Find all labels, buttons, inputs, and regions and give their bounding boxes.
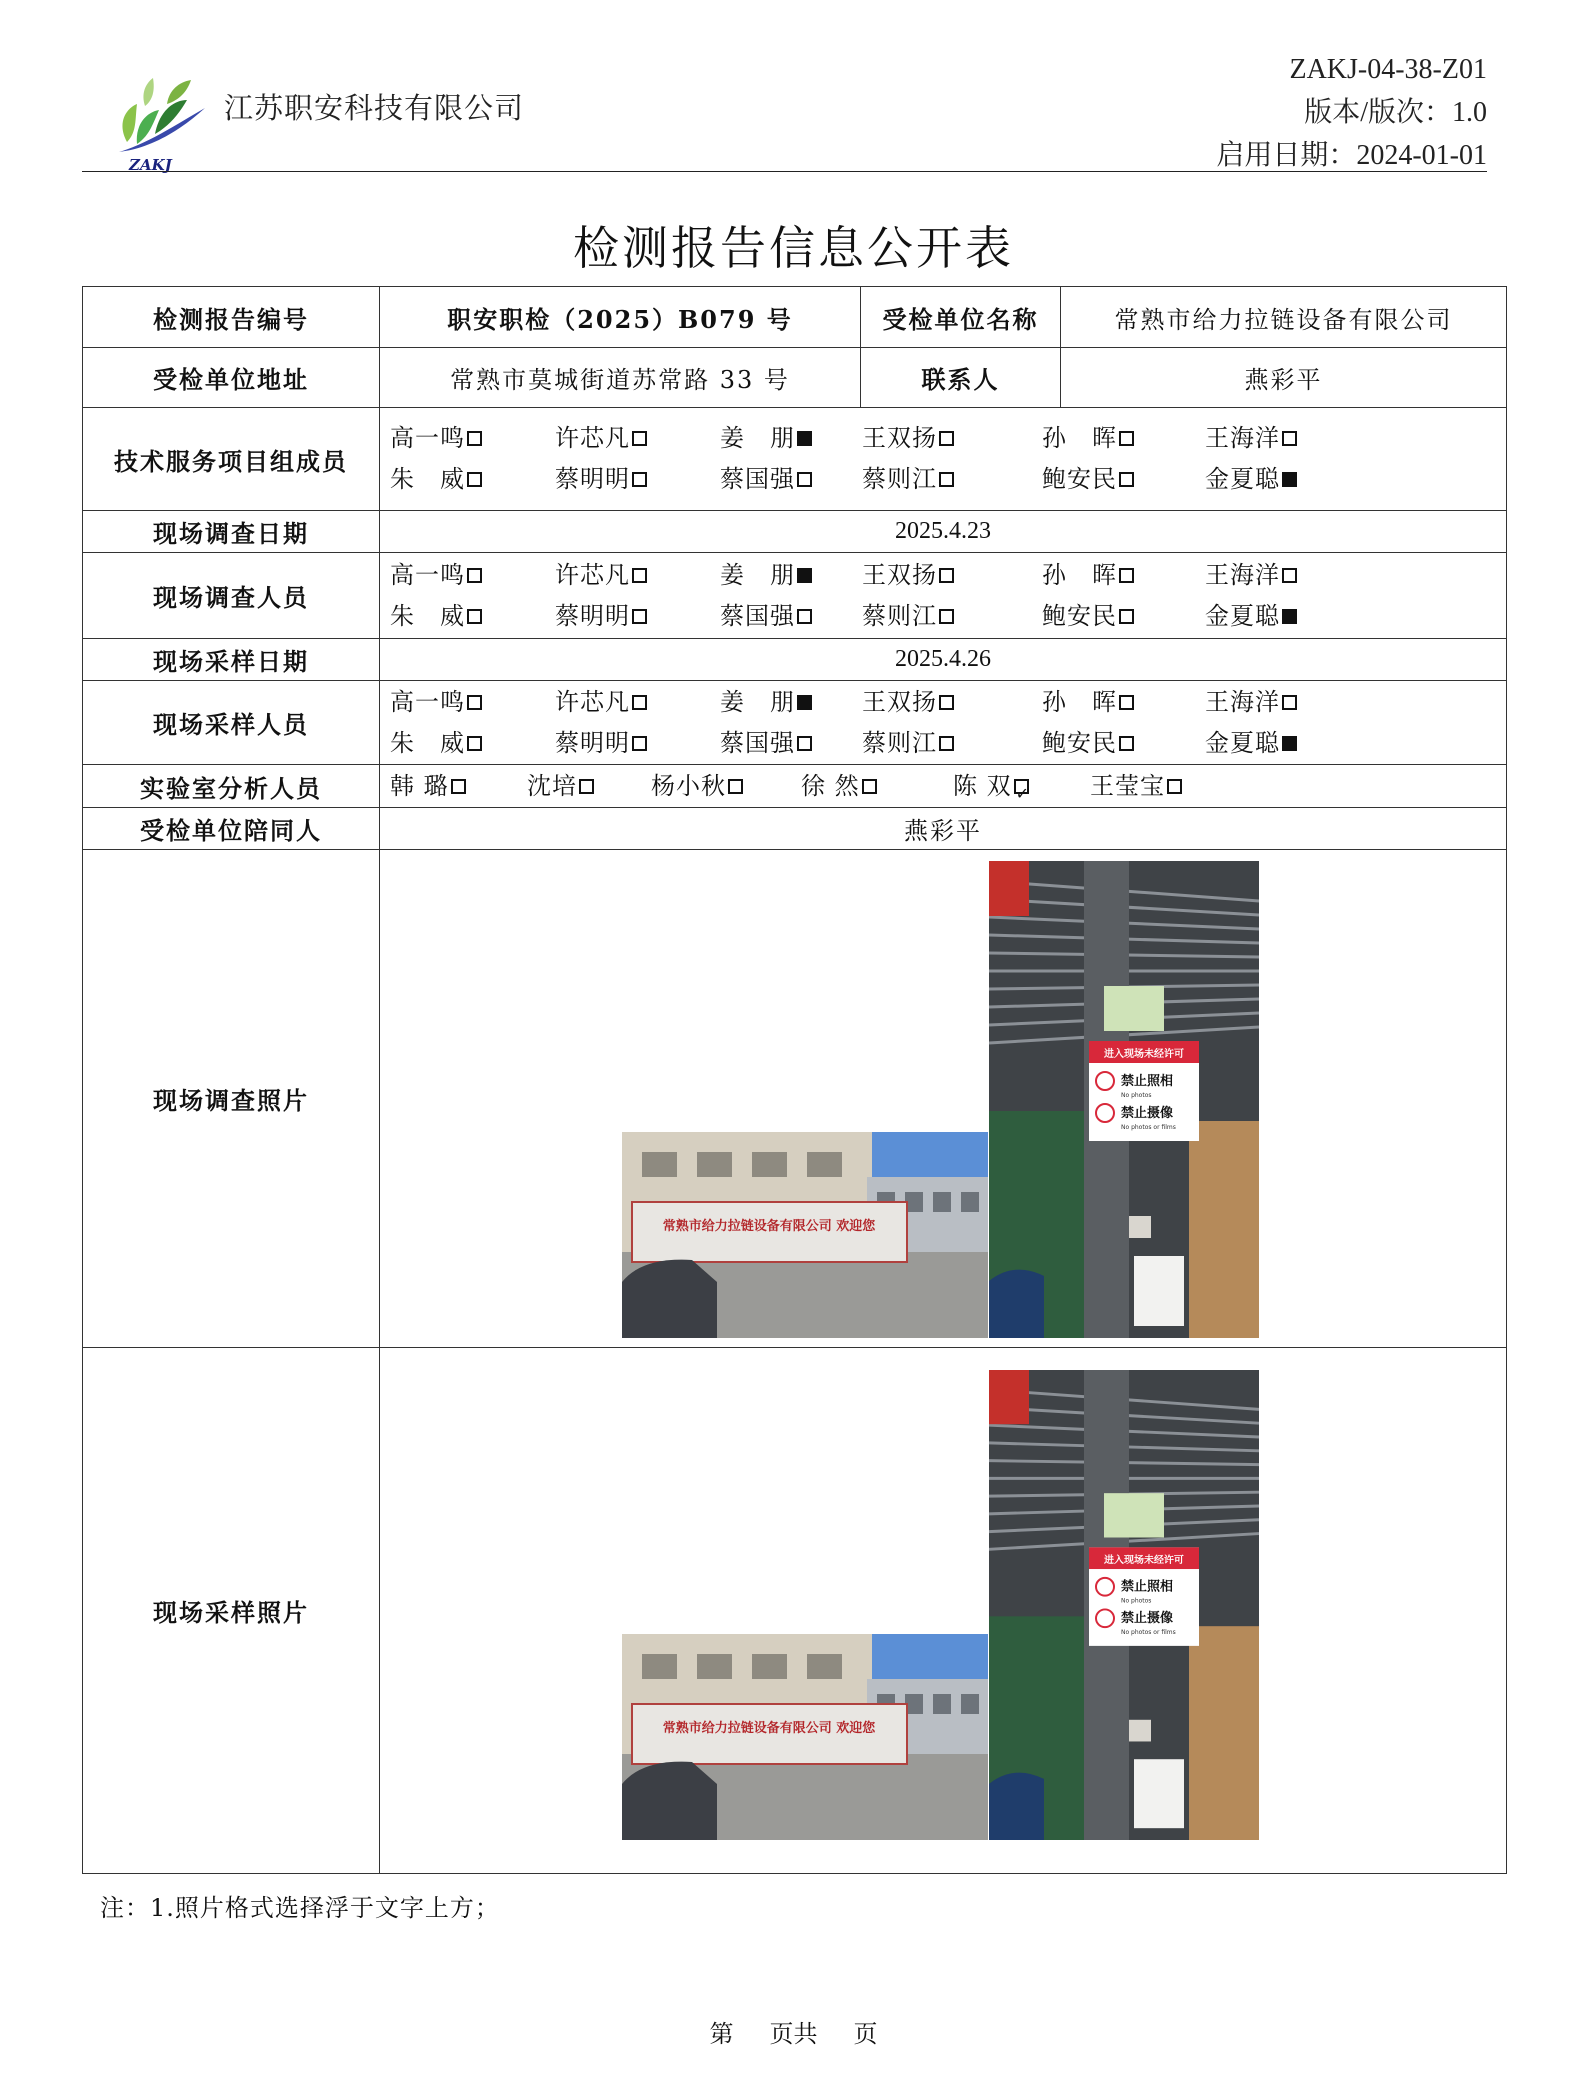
- checkbox-icon[interactable]: [632, 431, 647, 446]
- document-version: 版本/版次：1.0: [1304, 97, 1487, 128]
- lab-staff-name: 杨小秋: [651, 771, 726, 800]
- workshop-photo: [989, 1370, 1259, 1840]
- lab-staff: [380, 765, 1507, 808]
- lab-staff-label: 实验室分析人员: [83, 765, 380, 808]
- svg-text:No photos or films: No photos or films: [1121, 1629, 1176, 1637]
- staff-name: 鲍安民: [1042, 601, 1117, 630]
- staff-entry: [555, 459, 720, 500]
- table-row: [83, 287, 1507, 348]
- checkbox-icon[interactable]: [467, 431, 482, 446]
- svg-text:ZAKJ: ZAKJ: [129, 156, 172, 174]
- checkbox-icon[interactable]: [1119, 736, 1134, 751]
- survey-date-label: 现场调查日期: [83, 511, 380, 553]
- svg-text:禁止摄像: 禁止摄像: [1121, 1611, 1173, 1627]
- staff-name: 朱 威: [390, 465, 465, 493]
- checkbox-icon[interactable]: [939, 736, 954, 751]
- checkbox-icon[interactable]: [1119, 431, 1134, 446]
- checkbox-icon[interactable]: [728, 779, 743, 794]
- sampling-date-value: 2025.4.26: [380, 639, 1507, 681]
- staff-name: 朱 威: [390, 601, 465, 630]
- checkbox-icon[interactable]: [632, 695, 647, 710]
- staff-name: 蔡则江: [862, 465, 937, 493]
- staff-row: [390, 418, 1496, 459]
- staff-name: 姜 朋: [720, 560, 795, 589]
- staff-entry: [1042, 596, 1205, 637]
- staff-name: 王双扬: [862, 560, 937, 589]
- staff-name: 蔡国强: [720, 465, 795, 493]
- svg-text:禁止照相: 禁止照相: [1121, 1579, 1173, 1595]
- checkbox-icon[interactable]: [1119, 472, 1134, 487]
- staff-entry: [390, 682, 555, 723]
- staff-row: [390, 682, 1496, 723]
- checkbox-icon[interactable]: [1167, 779, 1182, 794]
- address-label: 受检单位地址: [83, 348, 380, 408]
- staff-name: 高一鸣: [390, 424, 465, 452]
- staff-entry: [555, 723, 720, 764]
- table-row: [83, 765, 1507, 808]
- checked-checkbox-icon[interactable]: [1282, 472, 1297, 487]
- gate-photo: [622, 1132, 988, 1338]
- staff-name: 鲍安民: [1042, 728, 1117, 757]
- staff-entry: [1042, 723, 1205, 764]
- checkbox-icon[interactable]: [451, 779, 466, 794]
- table-row: [83, 681, 1507, 765]
- staff-name: 蔡明明: [555, 465, 630, 493]
- staff-name: 朱 威: [390, 728, 465, 757]
- checkbox-icon[interactable]: [1119, 568, 1134, 583]
- staff-entry: [555, 418, 720, 459]
- footer-page-suffix: 页: [853, 2020, 878, 2048]
- staff-entry: [1205, 459, 1335, 500]
- checkbox-icon[interactable]: [1282, 568, 1297, 583]
- gate-photo: [622, 1634, 988, 1840]
- staff-entry: [1205, 418, 1335, 459]
- lab-staff-entry: [1090, 766, 1210, 807]
- staff-entry: [862, 682, 1042, 723]
- checkbox-icon[interactable]: [797, 609, 812, 624]
- staff-name: 许芯凡: [555, 424, 630, 452]
- table-row: [83, 553, 1507, 639]
- checkbox-icon[interactable]: [862, 779, 877, 794]
- svg-text:禁止摄像: 禁止摄像: [1121, 1106, 1174, 1121]
- checkbox-icon[interactable]: [632, 609, 647, 624]
- staff-name: 王海洋: [1205, 687, 1280, 716]
- staff-name: 高一鸣: [390, 687, 465, 716]
- report-no-value: 职安职检（2025）B079 号: [380, 287, 861, 348]
- document-start-date: 启用日期：2024-01-01: [1216, 140, 1487, 171]
- footnote: 注：1.照片格式选择浮于文字上方；: [100, 1894, 500, 1922]
- staff-entry: [720, 596, 862, 637]
- team-label: 技术服务项目组成员: [83, 408, 380, 511]
- page-title: 检测报告信息公开表: [573, 221, 1014, 275]
- staff-row: [390, 555, 1496, 596]
- staff-name: 孙 晖: [1042, 560, 1117, 589]
- staff-entry: [1042, 555, 1205, 596]
- checkbox-icon[interactable]: [1119, 695, 1134, 710]
- staff-entry: [555, 555, 720, 596]
- company-logo-icon: [107, 64, 217, 174]
- staff-entry: [862, 596, 1042, 637]
- sampling-staff-label: 现场采样人员: [83, 681, 380, 765]
- checkbox-icon[interactable]: [632, 568, 647, 583]
- report-no-label: 检测报告编号: [83, 287, 380, 348]
- page-header: [82, 44, 1487, 172]
- escort-value: 燕彩平: [380, 808, 1507, 850]
- checkbox-icon[interactable]: [1119, 609, 1134, 624]
- workshop-photo: [989, 861, 1259, 1338]
- checkbox-icon[interactable]: [632, 472, 647, 487]
- lab-staff-row: [390, 766, 1496, 807]
- checked-checkbox-icon[interactable]: [1282, 609, 1297, 624]
- checkbox-icon[interactable]: [797, 472, 812, 487]
- staff-name: 孙 晖: [1042, 424, 1117, 452]
- checkbox-icon[interactable]: [1282, 431, 1297, 446]
- gate-banner-text: 常熟市给力拉链设备有限公司 欢迎您: [662, 1721, 876, 1736]
- checkbox-icon[interactable]: [939, 431, 954, 446]
- table-row: [83, 639, 1507, 681]
- svg-text:No photos: No photos: [1121, 1092, 1152, 1099]
- staff-name: 许芯凡: [555, 687, 630, 716]
- svg-text:进入现场未经许可: 进入现场未经许可: [1104, 1049, 1184, 1060]
- table-row: [83, 850, 1507, 1348]
- company-name: 江苏职安科技有限公司: [224, 91, 525, 125]
- checkbox-icon[interactable]: [939, 695, 954, 710]
- staff-name: 姜 朋: [720, 424, 795, 452]
- checked-checkbox-icon[interactable]: [797, 431, 812, 446]
- checkbox-icon[interactable]: [579, 779, 594, 794]
- lab-staff-name: 沈培: [527, 771, 577, 800]
- checkbox-icon[interactable]: [467, 568, 482, 583]
- staff-entry: [390, 555, 555, 596]
- staff-name: 孙 晖: [1042, 687, 1117, 716]
- contact-value: 燕彩平: [1061, 348, 1507, 408]
- staff-entry: [1205, 723, 1335, 764]
- staff-name: 王双扬: [862, 687, 937, 716]
- staff-name: 鲍安民: [1042, 465, 1117, 493]
- table-row: [83, 348, 1507, 408]
- lab-staff-entry: [801, 766, 953, 807]
- checkbox-icon[interactable]: [797, 736, 812, 751]
- checkbox-icon[interactable]: [632, 736, 647, 751]
- staff-name: 蔡明明: [555, 728, 630, 757]
- svg-text:禁止照相: 禁止照相: [1121, 1074, 1174, 1089]
- staff-name: 王海洋: [1205, 424, 1280, 452]
- staff-name: 金夏聪: [1205, 601, 1280, 630]
- staff-entry: [1042, 418, 1205, 459]
- survey-staff-label: 现场调查人员: [83, 553, 380, 639]
- lab-staff-name: 王莹宝: [1090, 771, 1165, 800]
- table-row: [83, 408, 1507, 511]
- unit-name-value: 常熟市给力拉链设备有限公司: [1061, 287, 1507, 348]
- checkbox-icon[interactable]: [467, 472, 482, 487]
- staff-entry: [555, 682, 720, 723]
- ticked-checkbox-icon[interactable]: [1014, 779, 1029, 794]
- staff-name: 高一鸣: [390, 560, 465, 589]
- staff-name: 蔡国强: [720, 601, 795, 630]
- staff-entry: [862, 555, 1042, 596]
- staff-entry: [862, 723, 1042, 764]
- lab-staff-entry: [953, 766, 1090, 807]
- survey-photos-cell: [380, 850, 1507, 1348]
- footer-total-label: 页共: [769, 2020, 818, 2048]
- staff-entry: [720, 555, 862, 596]
- checked-checkbox-icon[interactable]: [797, 568, 812, 583]
- staff-name: 蔡则江: [862, 601, 937, 630]
- team-members: [380, 408, 1507, 511]
- staff-entry: [862, 459, 1042, 500]
- table-row: [83, 1348, 1507, 1874]
- staff-entry: [720, 418, 862, 459]
- lab-staff-entry: [390, 766, 527, 807]
- address-value: 常熟市莫城街道苏常路 33 号: [380, 348, 861, 408]
- staff-entry: [1042, 459, 1205, 500]
- survey-date-value: 2025.4.23: [380, 511, 1507, 553]
- staff-entry: [1042, 682, 1205, 723]
- staff-entry: [720, 723, 862, 764]
- lab-staff-entry: [527, 766, 651, 807]
- staff-name: 金夏聪: [1205, 465, 1280, 493]
- lab-staff-entry: [651, 766, 801, 807]
- lab-staff-name: 徐 然: [801, 771, 860, 800]
- checkbox-icon[interactable]: [939, 609, 954, 624]
- staff-name: 王双扬: [862, 424, 937, 452]
- survey-staff: [380, 553, 1507, 639]
- staff-name: 金夏聪: [1205, 728, 1280, 757]
- staff-entry: [720, 682, 862, 723]
- unit-name-label: 受检单位名称: [861, 287, 1061, 348]
- checkbox-icon[interactable]: [467, 609, 482, 624]
- document-meta: [1216, 48, 1487, 177]
- checked-checkbox-icon[interactable]: [1282, 736, 1297, 751]
- staff-name: 许芯凡: [555, 560, 630, 589]
- staff-entry: [390, 459, 555, 500]
- staff-entry: [862, 418, 1042, 459]
- checkbox-icon[interactable]: [939, 568, 954, 583]
- sampling-photos-label: 现场采样照片: [83, 1348, 380, 1874]
- document-code: ZAKJ-04-38-Z01: [1289, 54, 1487, 85]
- lab-staff-name: 韩 璐: [390, 771, 449, 800]
- checkbox-icon[interactable]: [939, 472, 954, 487]
- checkbox-icon[interactable]: [467, 736, 482, 751]
- staff-entry: [720, 459, 862, 500]
- survey-photos-label: 现场调查照片: [83, 850, 380, 1348]
- staff-row: [390, 459, 1496, 500]
- contact-label: 联系人: [861, 348, 1061, 408]
- header-divider: [82, 171, 1487, 172]
- staff-entry: [1205, 682, 1335, 723]
- escort-label: 受检单位陪同人: [83, 808, 380, 850]
- staff-name: 蔡明明: [555, 601, 630, 630]
- sampling-date-label: 现场采样日期: [83, 639, 380, 681]
- gate-banner-text: 常熟市给力拉链设备有限公司 欢迎您: [662, 1219, 876, 1234]
- staff-row: [390, 596, 1496, 637]
- staff-entry: [390, 596, 555, 637]
- table-row: [83, 808, 1507, 850]
- staff-entry: [390, 723, 555, 764]
- checkbox-icon[interactable]: [1282, 695, 1297, 710]
- staff-name: 王海洋: [1205, 560, 1280, 589]
- svg-text:进入现场未经许可: 进入现场未经许可: [1104, 1555, 1184, 1567]
- footer-page-label: 第: [709, 2020, 734, 2048]
- staff-name: 姜 朋: [720, 687, 795, 716]
- sampling-photos-cell: [380, 1348, 1507, 1874]
- svg-text:No photos: No photos: [1121, 1597, 1152, 1605]
- info-table: [82, 286, 1507, 1874]
- table-row: [83, 511, 1507, 553]
- lab-staff-name: 陈 双: [953, 771, 1012, 800]
- checkbox-icon[interactable]: [467, 695, 482, 710]
- page-footer: [0, 2014, 1587, 2049]
- checked-checkbox-icon[interactable]: [797, 695, 812, 710]
- staff-entry: [1205, 596, 1335, 637]
- staff-name: 蔡则江: [862, 728, 937, 757]
- staff-row: [390, 723, 1496, 764]
- sampling-staff: [380, 681, 1507, 765]
- staff-name: 蔡国强: [720, 728, 795, 757]
- staff-entry: [1205, 555, 1335, 596]
- staff-entry: [555, 596, 720, 637]
- staff-entry: [390, 418, 555, 459]
- svg-text:No photos or films: No photos or films: [1121, 1124, 1176, 1131]
